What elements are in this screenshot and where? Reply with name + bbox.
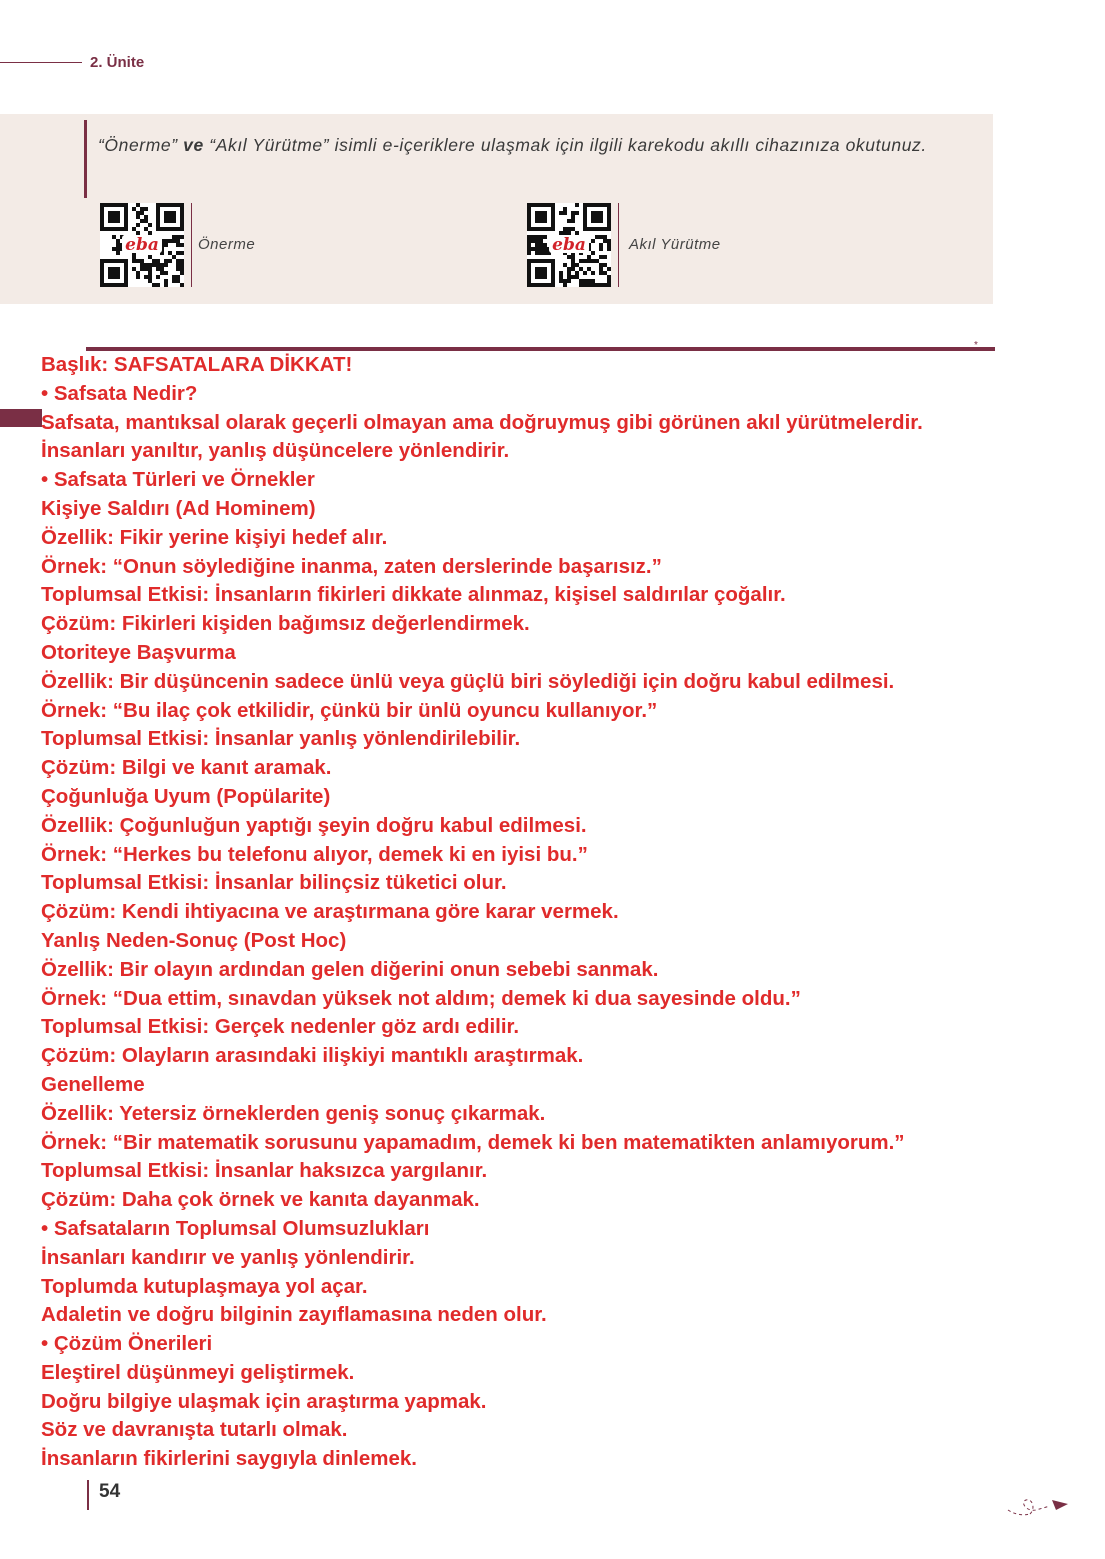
qr-separator (191, 203, 192, 287)
content-line: Çözüm: Bilgi ve kanıt aramak. (41, 756, 332, 780)
content-line: Otoriteye Başvurma (41, 640, 236, 664)
content-line: Özellik: Bir düşüncenin sadece ünlü veya güçlü biri söylediği için doğru kabul edilmesi. (41, 669, 895, 693)
eba-logo: eba (552, 235, 586, 255)
content-line: Adaletin ve doğru bilginin zayıflamasına neden olur. (41, 1303, 547, 1327)
page-number: 54 (99, 1481, 121, 1502)
content-bullet-heading: • Çözüm Önerileri (41, 1332, 213, 1356)
content-line: Örnek: “Bir matematik sorusunu yapamadım, demek ki ben matematikten anlamıyorum.” (41, 1130, 905, 1154)
content-line: Eleştirel düşünmeyi geliştirmek. (41, 1360, 355, 1384)
paper-plane-icon (1000, 1486, 1072, 1526)
content-line: Özellik: Yetersiz örneklerden geniş sonuç çıkarmak. (41, 1101, 546, 1125)
qr-separator (618, 203, 619, 287)
content-line: Örnek: “Onun söylediğine inanma, zaten derslerinde başarısız.” (41, 554, 662, 578)
content-line: İnsanları yanıltır, yanlış düşüncelere yönlendirir. (41, 439, 510, 463)
header-rule (0, 62, 82, 63)
content-line: Toplumsal Etkisi: İnsanlar haksızca yargılanır. (41, 1159, 488, 1183)
content-line: Çözüm: Olayların arasındaki ilişkiyi mantıklı araştırmak. (41, 1044, 584, 1068)
content-line: Çözüm: Fikirleri kişiden bağımsız değerlendirmek. (41, 612, 530, 636)
content-line: Özellik: Bir olayın ardından gelen diğerini onun sebebi sanmak. (41, 957, 659, 981)
info-instruction (98, 132, 958, 159)
content-line: İnsanları kandırır ve yanlış yönlendirir. (41, 1245, 415, 1269)
content-line: Kişiye Saldırı (Ad Hominem) (41, 496, 316, 520)
content-line: Örnek: “Dua ettim, sınavdan yüksek not aldım; demek ki dua sayesinde oldu.” (41, 986, 801, 1010)
info-term-2: “Akıl Yürütme” (209, 135, 330, 155)
info-rest: isimli e-içeriklere ulaşmak için ilgili karekodu akıllı cihazınıza okutunuz. (334, 135, 927, 155)
qr-label-akil-yurutme: Akıl Yürütme (629, 236, 721, 253)
content-line: Özellik: Fikir yerine kişiyi hedef alır. (41, 525, 388, 549)
e-content-info-box (0, 114, 993, 304)
content-bullet-heading: • Safsataların Toplumsal Olumsuzlukları (41, 1216, 430, 1240)
content-line: Başlık: SAFSATALARA DİKKAT! (41, 353, 353, 376)
content-line: Toplumsal Etkisi: İnsanlar yanlış yönlendirilebilir. (41, 727, 521, 751)
content-line: Çözüm: Kendi ihtiyacına ve araştırmana göre karar vermek. (41, 900, 619, 924)
content-line: Söz ve davranışta tutarlı olmak. (41, 1418, 348, 1442)
content-line: Örnek: “Bu ilaç çok etkilidir, çünkü bir ünlü oyuncu kullanıyor.” (41, 698, 658, 722)
content-line: Örnek: “Herkes bu telefonu alıyor, demek ki en iyisi bu.” (41, 842, 588, 866)
unit-label: 2. Ünite (90, 54, 145, 71)
page-number-bar (87, 1480, 89, 1510)
info-accent-bar (84, 120, 87, 198)
qr-code-akil-yurutme[interactable] (527, 203, 611, 287)
info-term-1: “Önerme” (98, 135, 178, 155)
info-conjunction: ve (183, 135, 204, 155)
side-tab (0, 409, 42, 427)
content-bullet-heading: • Safsata Türleri ve Örnekler (41, 468, 315, 492)
qr-label-onerme: Önerme (198, 236, 256, 253)
qr-code-onerme[interactable] (100, 203, 184, 287)
eba-logo: eba (125, 235, 159, 255)
content-line: Yanlış Neden-Sonuç (Post Hoc) (41, 928, 347, 952)
content-line: İnsanların fikirlerini saygıyla dinlemek. (41, 1447, 417, 1471)
content-line: Genelleme (41, 1072, 145, 1096)
content-line: Toplumsal Etkisi: İnsanların fikirleri dikkate alınmaz, kişisel saldırılar çoğalır. (41, 583, 786, 607)
content-bullet-heading: • Safsata Nedir? (41, 381, 198, 405)
content-text-block (41, 351, 1041, 1474)
content-line: Toplumda kutuplaşmaya yol açar. (41, 1274, 368, 1298)
content-line: Doğru bilgiye ulaşmak için araştırma yapmak. (41, 1389, 487, 1413)
content-line: Özellik: Çoğunluğun yaptığı şeyin doğru kabul edilmesi. (41, 813, 587, 837)
content-line: Toplumsal Etkisi: Gerçek nedenler göz ardı edilir. (41, 1015, 520, 1039)
content-line: Çözüm: Daha çok örnek ve kanıta dayanmak. (41, 1188, 480, 1212)
content-line: Çoğunluğa Uyum (Popülarite) (41, 784, 331, 808)
content-line: Safsata, mantıksal olarak geçerli olmayan ama doğruymuş gibi görünen akıl yürütmelerdir. (41, 410, 923, 434)
content-line: Toplumsal Etkisi: İnsanlar bilinçsiz tüketici olur. (41, 871, 507, 895)
rule-end-mark: * (974, 340, 978, 351)
